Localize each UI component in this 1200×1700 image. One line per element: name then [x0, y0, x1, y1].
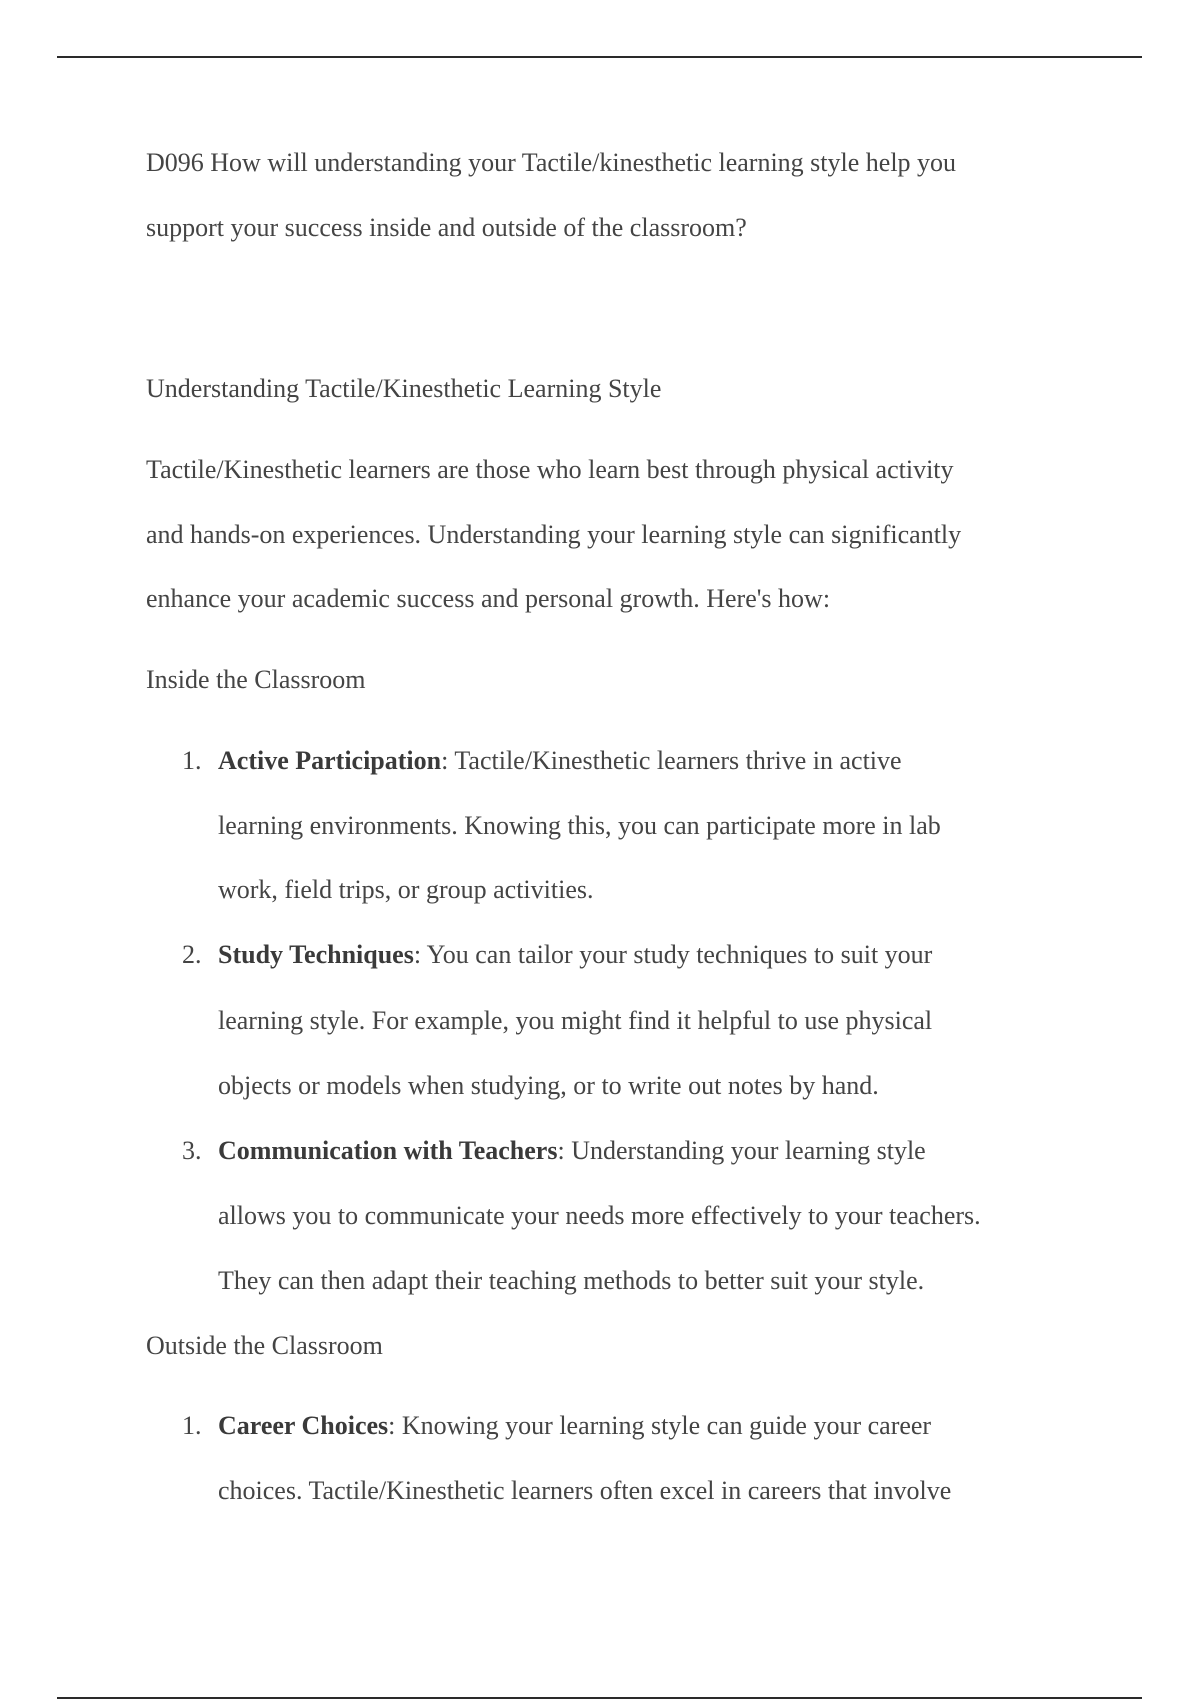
list-item-first-line: Communication with Teachers: Understanding your learning style: [218, 1136, 926, 1165]
list-item-line: learning environments. Knowing this, you can participate more in lab: [218, 811, 941, 840]
intro-line-1: Tactile/Kinesthetic learners are those who learn best through physical activity: [146, 455, 954, 484]
list-number: 1.: [182, 746, 202, 775]
outside-heading: Outside the Classroom: [146, 1331, 383, 1360]
list-item-first-line: Active Participation: Tactile/Kinesthetic learners thrive in active: [218, 746, 902, 775]
list-item-line: objects or models when studying, or to write out notes by hand.: [218, 1071, 879, 1100]
question-line-2: support your success inside and outside of the classroom?: [146, 213, 747, 242]
list-item-first-line: Study Techniques: You can tailor your study techniques to suit your: [218, 940, 933, 969]
question-line-1: D096 How will understanding your Tactile/kinesthetic learning style help you: [146, 148, 957, 177]
list-number: 1.: [182, 1411, 202, 1440]
inside-heading: Inside the Classroom: [146, 665, 366, 694]
section-title: Understanding Tactile/Kinesthetic Learning Style: [146, 374, 662, 403]
bottom-divider: [57, 1697, 1142, 1699]
list-item-line: allows you to communicate your needs more effectively to your teachers.: [218, 1201, 981, 1230]
list-item-title: Career Choices: [218, 1411, 389, 1440]
list-item-line: choices. Tactile/Kinesthetic learners often excel in careers that involve: [218, 1476, 952, 1505]
intro-line-3: enhance your academic success and personal growth. Here's how:: [146, 584, 831, 613]
intro-line-2: and hands-on experiences. Understanding your learning style can significantly: [146, 520, 962, 549]
list-item-line: work, field trips, or group activities.: [218, 875, 594, 904]
list-item-title: Active Participation: [218, 746, 442, 775]
list-item-first-line: Career Choices: Knowing your learning style can guide your career: [218, 1411, 932, 1440]
list-number: 2.: [182, 940, 202, 969]
list-item-title: Study Techniques: [218, 940, 414, 969]
list-item-line: learning style. For example, you might find it helpful to use physical: [218, 1006, 933, 1035]
list-number: 3.: [182, 1136, 202, 1165]
list-item-title: Communication with Teachers: [218, 1136, 558, 1165]
top-divider: [57, 56, 1142, 58]
list-item-line: They can then adapt their teaching methods to better suit your style.: [218, 1266, 925, 1295]
